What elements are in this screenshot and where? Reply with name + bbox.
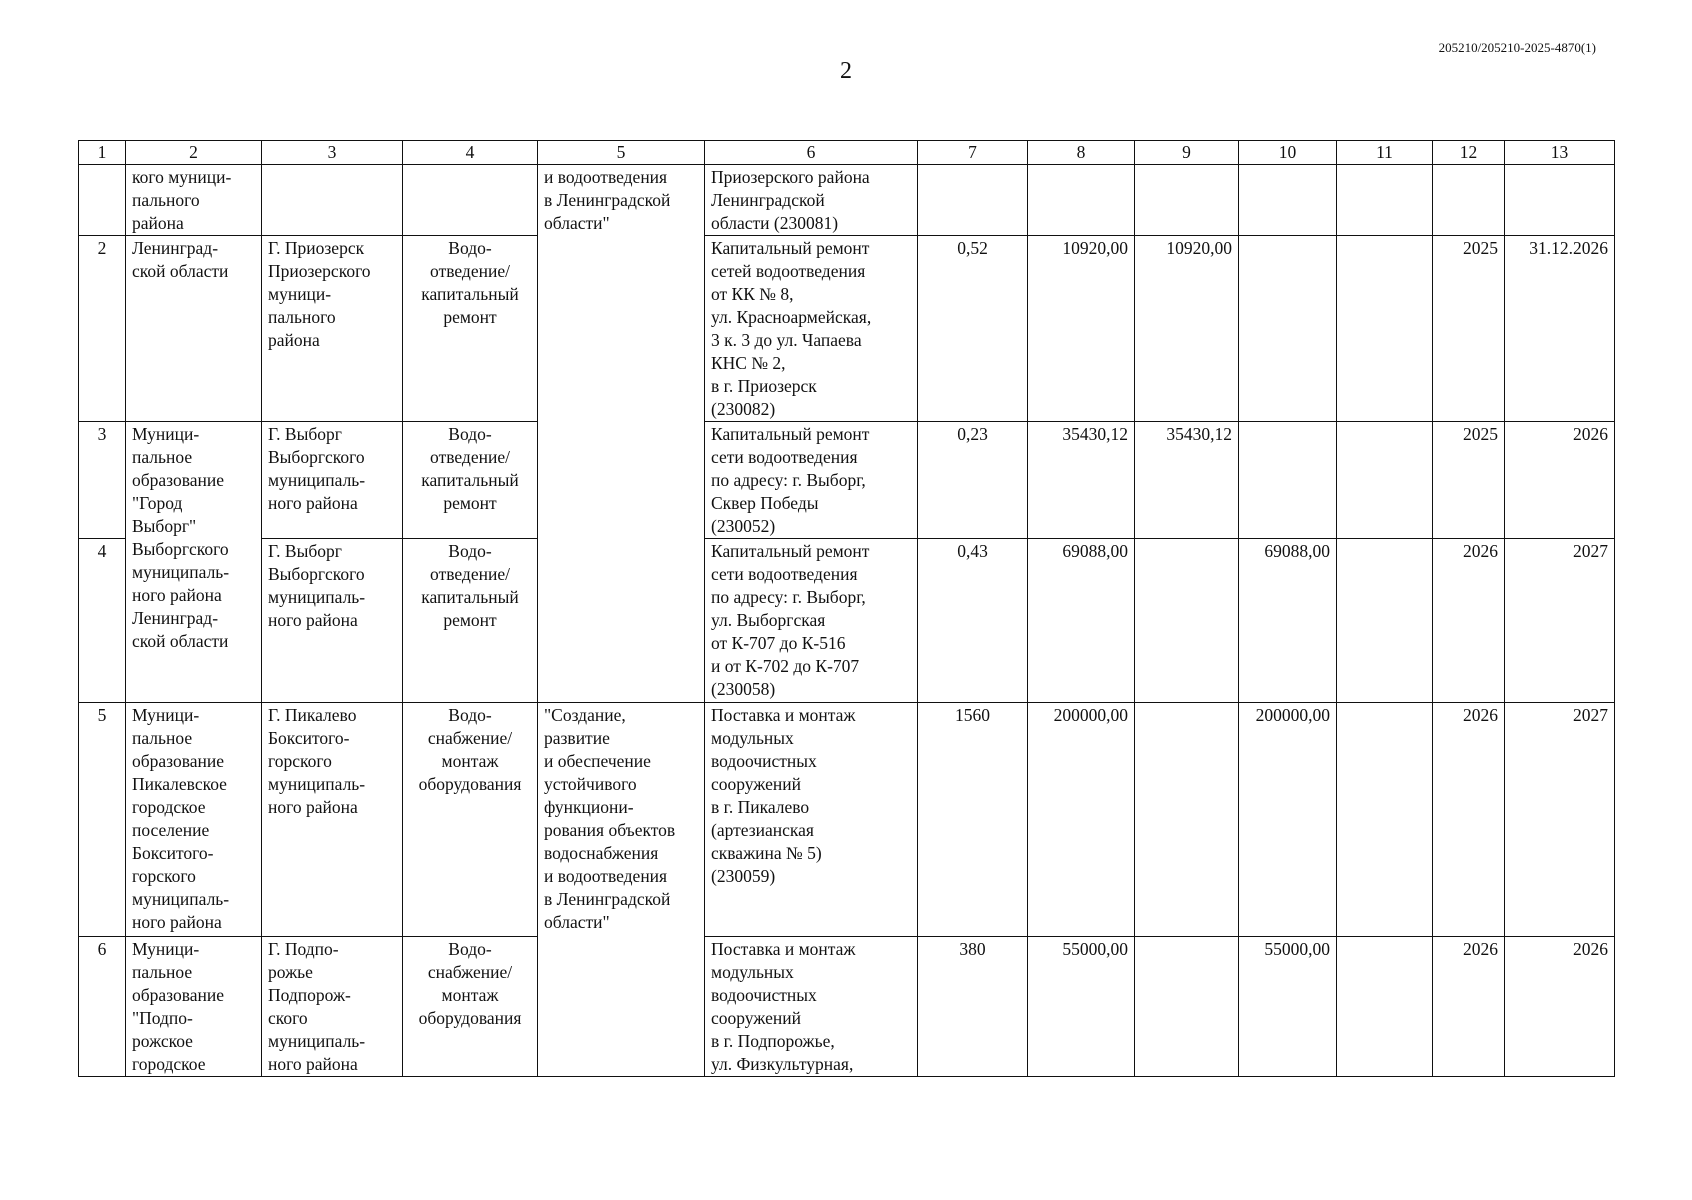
place-cell: Г. Выборг Выборгского муниципаль- ного района <box>262 539 403 703</box>
work-type-cell <box>403 165 538 236</box>
length-cell: 0,52 <box>918 236 1028 422</box>
amount-cell <box>1135 937 1239 1077</box>
row-number-cell: 3 <box>79 422 126 539</box>
amount-cell <box>1337 703 1433 937</box>
work-type-cell: Водо- отведение/ капитальный ремонт <box>403 236 538 422</box>
amount-cell: 55000,00 <box>1239 937 1337 1077</box>
column-header: 13 <box>1505 141 1615 165</box>
row-number-cell: 2 <box>79 236 126 422</box>
column-header: 8 <box>1028 141 1135 165</box>
length-cell: 0,23 <box>918 422 1028 539</box>
owner-cell: Муници- пальное образование Пикалевское городское поселение Бокситого- горского муниципаль- ного района <box>126 703 262 937</box>
place-cell <box>262 165 403 236</box>
object-cell: Поставка и монтаж модульных водоочистных сооружений в г. Подпорожье, ул. Физкультурная, <box>705 937 918 1077</box>
amount-cell: 10920,00 <box>1135 236 1239 422</box>
program-cell: и водоотведения в Ленинградской области" <box>538 165 705 703</box>
place-cell: Г. Пикалево Бокситого- горского муниципаль- ного района <box>262 703 403 937</box>
end-date-cell: 2026 <box>1505 937 1615 1077</box>
column-header: 11 <box>1337 141 1433 165</box>
place-cell: Г. Подпо- рожье Подпорож- ского муниципаль- ного района <box>262 937 403 1077</box>
value-cell <box>1135 165 1239 236</box>
value-cell <box>1028 165 1135 236</box>
amount-cell: 200000,00 <box>1028 703 1135 937</box>
length-cell: 0,43 <box>918 539 1028 703</box>
object-cell: Капитальный ремонт сети водоотведения по адресу: г. Выборг, ул. Выборгская от К-707 до К-516 и от К-702 до К-707 (230058) <box>705 539 918 703</box>
end-date-cell: 31.12.2026 <box>1505 236 1615 422</box>
start-year-cell: 2026 <box>1433 539 1505 703</box>
column-number-row <box>79 141 1615 165</box>
column-header: 7 <box>918 141 1028 165</box>
amount-cell <box>1337 422 1433 539</box>
start-year-cell: 2026 <box>1433 703 1505 937</box>
amount-cell <box>1135 539 1239 703</box>
investment-objects-table <box>78 140 1615 1077</box>
object-cell: Поставка и монтаж модульных водоочистных сооружений в г. Пикалево (артезианская скважина № 5) (230059) <box>705 703 918 937</box>
table-row <box>79 539 1615 703</box>
column-header: 3 <box>262 141 403 165</box>
object-cell: Капитальный ремонт сетей водоотведения от КК № 8, ул. Красноармейская, 3 к. 3 до ул. Чапаева КНС № 2, в г. Приозерск (230082) <box>705 236 918 422</box>
value-cell <box>1433 165 1505 236</box>
amount-cell <box>1337 539 1433 703</box>
row-number-cell <box>79 165 126 236</box>
table-row <box>79 937 1615 1077</box>
row-number-cell: 6 <box>79 937 126 1077</box>
value-cell <box>1239 165 1337 236</box>
work-type-cell: Водо- отведение/ капитальный ремонт <box>403 539 538 703</box>
place-cell: Г. Приозерск Приозерского муници- пального района <box>262 236 403 422</box>
page-number: 2 <box>840 58 852 84</box>
amount-cell <box>1239 422 1337 539</box>
column-header: 1 <box>79 141 126 165</box>
amount-cell: 200000,00 <box>1239 703 1337 937</box>
row-number-cell: 5 <box>79 703 126 937</box>
amount-cell <box>1337 236 1433 422</box>
end-date-cell: 2027 <box>1505 539 1615 703</box>
owner-cell: Муници- пальное образование "Город Выборг" Выборгского муниципаль- ного района Ленинград- ской области <box>126 422 262 703</box>
work-type-cell: Водо- отведение/ капитальный ремонт <box>403 422 538 539</box>
table-row <box>79 165 1615 236</box>
column-header: 4 <box>403 141 538 165</box>
column-header: 5 <box>538 141 705 165</box>
amount-cell: 35430,12 <box>1028 422 1135 539</box>
amount-cell <box>1337 937 1433 1077</box>
owner-cell: Муници- пальное образование "Подпо- рожское городское <box>126 937 262 1077</box>
owner-cell: кого муници- пального района <box>126 165 262 236</box>
column-header: 6 <box>705 141 918 165</box>
amount-cell <box>1239 236 1337 422</box>
row-number-cell: 4 <box>79 539 126 703</box>
place-cell: Г. Выборг Выборгского муниципаль- ного района <box>262 422 403 539</box>
length-cell: 1560 <box>918 703 1028 937</box>
start-year-cell: 2025 <box>1433 422 1505 539</box>
owner-cell: Ленинград- ской области <box>126 236 262 422</box>
amount-cell <box>1135 703 1239 937</box>
column-header: 2 <box>126 141 262 165</box>
value-cell <box>918 165 1028 236</box>
amount-cell: 35430,12 <box>1135 422 1239 539</box>
value-cell <box>1505 165 1615 236</box>
column-header: 10 <box>1239 141 1337 165</box>
table-row <box>79 703 1615 937</box>
amount-cell: 69088,00 <box>1239 539 1337 703</box>
program-cell: "Создание, развитие и обеспечение устойчивого функциони- рования объектов водоснабжения и водоотведения в Ленинградской области" <box>538 703 705 1077</box>
amount-cell: 55000,00 <box>1028 937 1135 1077</box>
work-type-cell: Водо- снабжение/ монтаж оборудования <box>403 703 538 937</box>
column-header: 9 <box>1135 141 1239 165</box>
column-header: 12 <box>1433 141 1505 165</box>
end-date-cell: 2026 <box>1505 422 1615 539</box>
object-cell: Капитальный ремонт сети водоотведения по адресу: г. Выборг, Сквер Победы (230052) <box>705 422 918 539</box>
table-row <box>79 236 1615 422</box>
start-year-cell: 2026 <box>1433 937 1505 1077</box>
document-registration-number: 205210/205210-2025-4870(1) <box>1438 40 1596 55</box>
object-cell: Приозерского района Ленинградской области (230081) <box>705 165 918 236</box>
end-date-cell: 2027 <box>1505 703 1615 937</box>
table-row <box>79 422 1615 539</box>
work-type-cell: Водо- снабжение/ монтаж оборудования <box>403 937 538 1077</box>
amount-cell: 69088,00 <box>1028 539 1135 703</box>
length-cell: 380 <box>918 937 1028 1077</box>
start-year-cell: 2025 <box>1433 236 1505 422</box>
value-cell <box>1337 165 1433 236</box>
amount-cell: 10920,00 <box>1028 236 1135 422</box>
